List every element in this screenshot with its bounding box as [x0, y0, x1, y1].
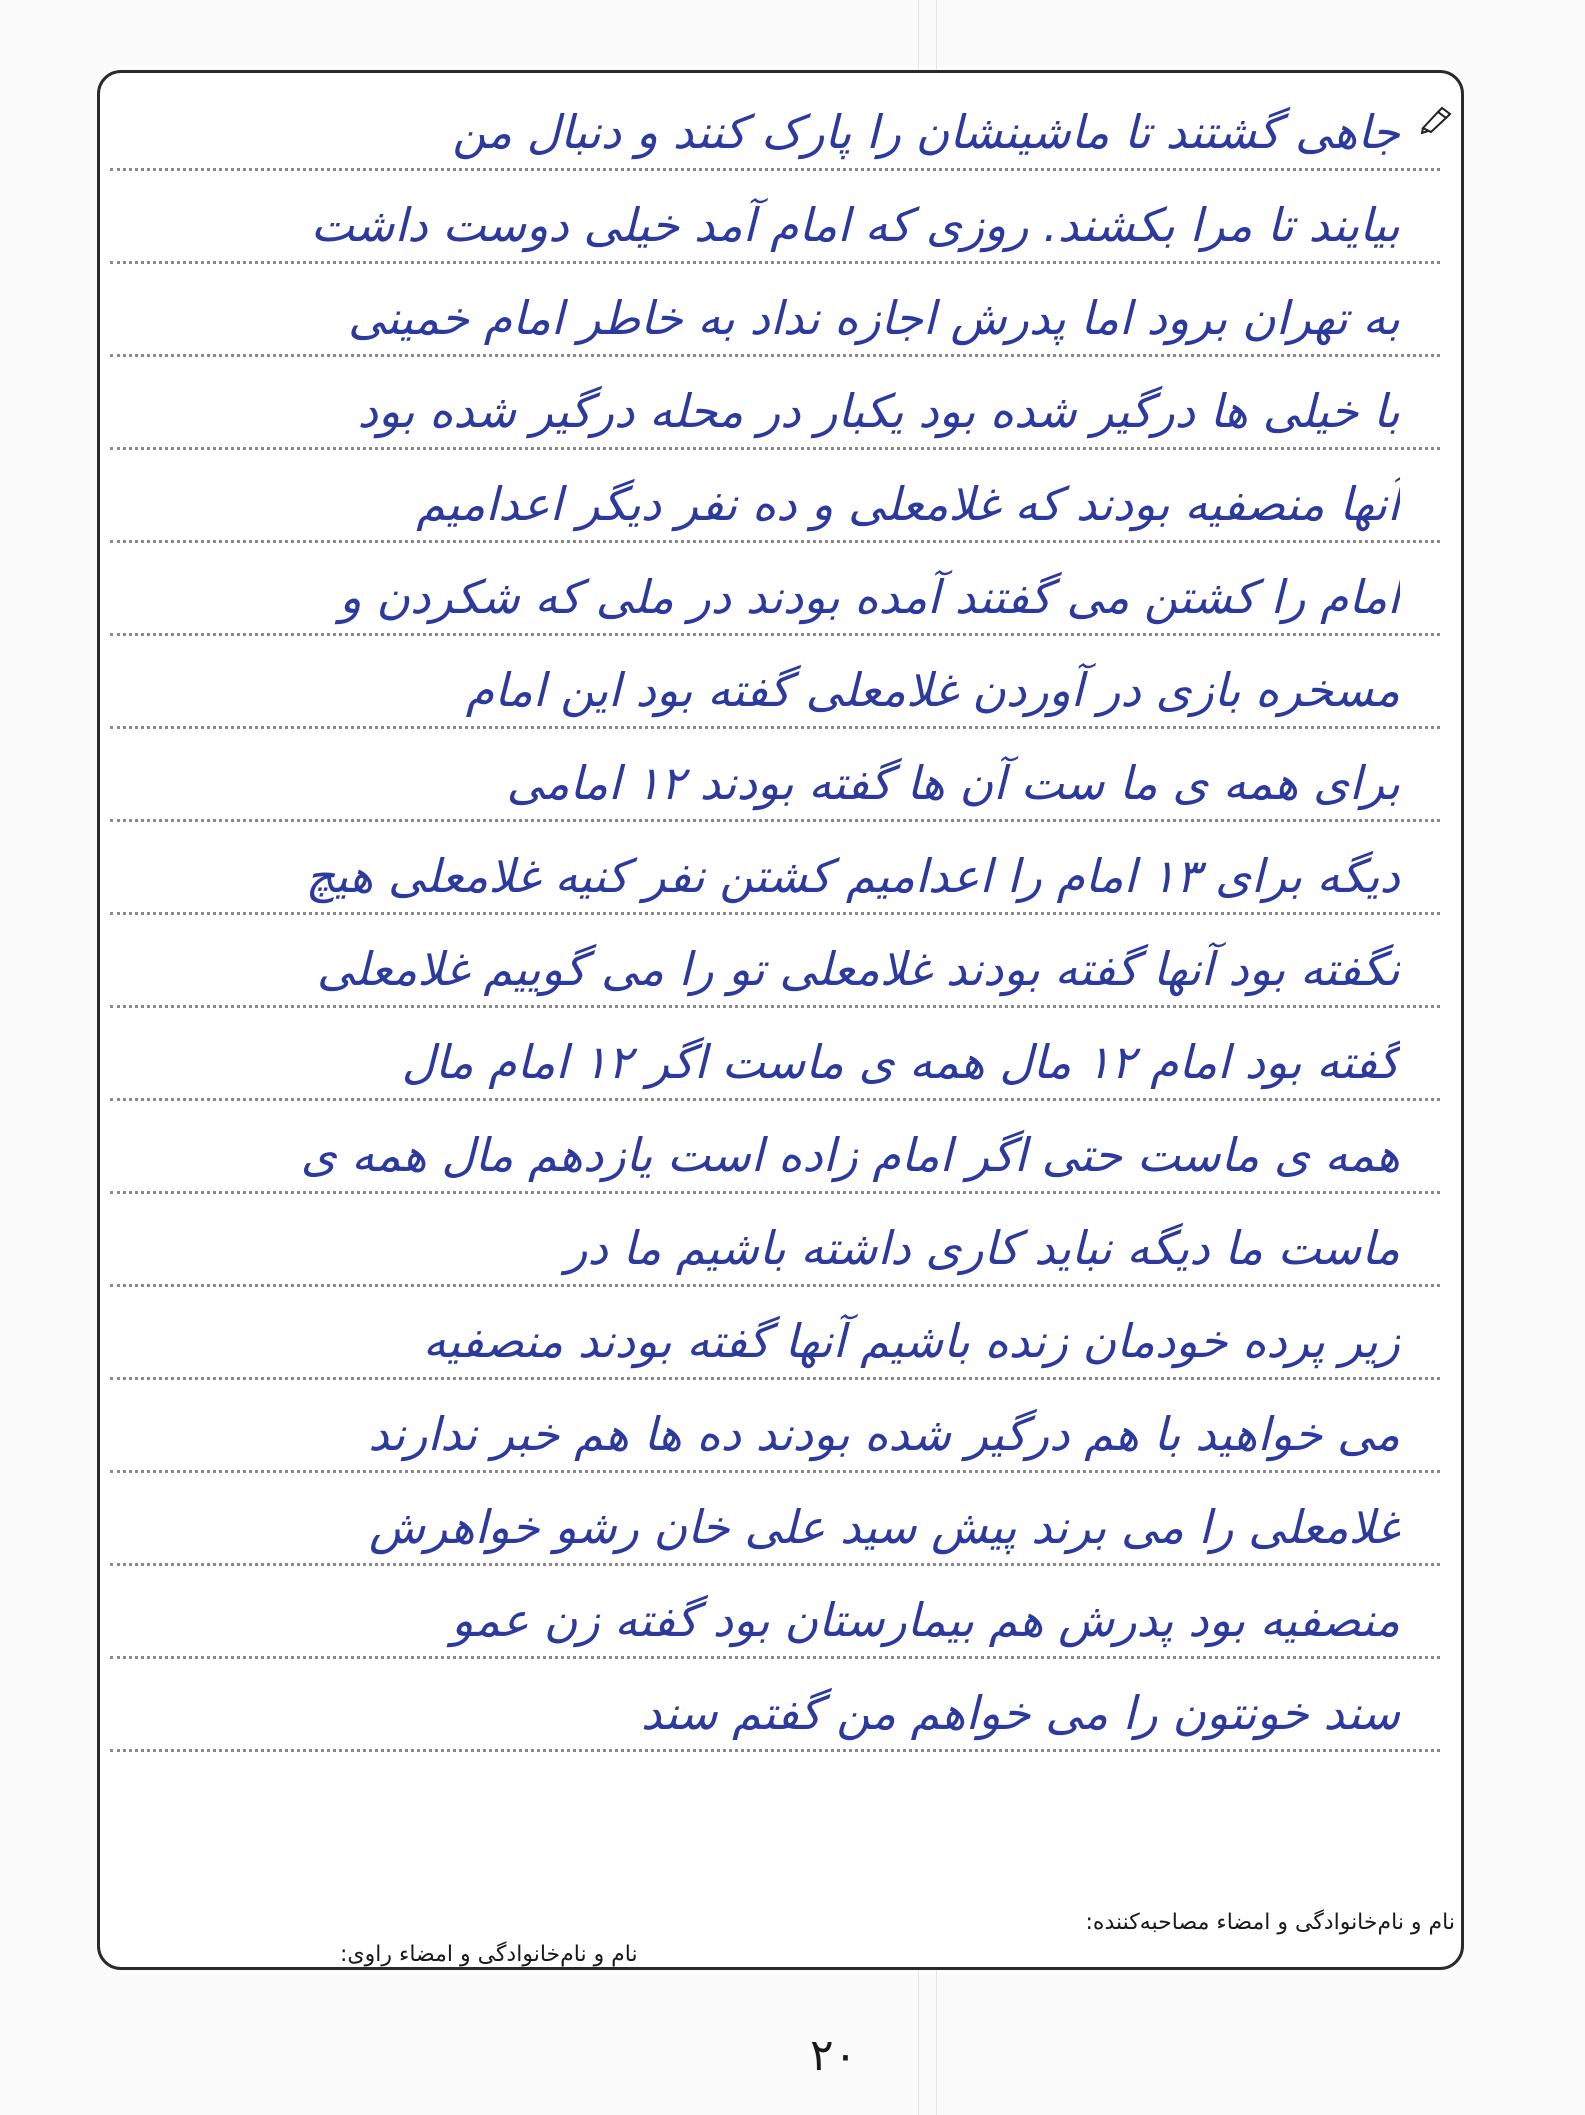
handwritten-line: جاهی گشتند تا ماشینشان را پارک کنند و دنبال من	[452, 105, 1400, 159]
ruled-line	[110, 726, 1440, 729]
handwritten-line: منصفیه بود پدرش هم بیمارستان بود گفته زن عمو	[451, 1593, 1400, 1647]
handwritten-line: می خواهید با هم درگیر شده بودند ده ها هم خبر ندارند	[368, 1407, 1400, 1461]
handwritten-line: بیایند تا مرا بکشند. روزی که امام آمد خیلی دوست داشت	[310, 198, 1400, 252]
ruled-line	[110, 1563, 1440, 1566]
ruled-line	[110, 1656, 1440, 1659]
pen-icon	[1420, 104, 1456, 134]
ruled-line	[110, 540, 1440, 543]
handwritten-line: آنها منصفیه بودند که غلامعلی و ده نفر دیگر اعدامیم	[416, 477, 1400, 531]
handwritten-line: غلامعلی را می برند پیش سید علی خان رشو خواهرش	[368, 1500, 1400, 1554]
ruled-line	[110, 1284, 1440, 1287]
handwritten-line: به تهران برود اما پدرش اجازه نداد به خاطر امام خمینی	[348, 291, 1400, 345]
handwritten-line: گفته بود امام ۱۲ مال همه ی ماست اگر ۱۲ امام مال	[401, 1035, 1400, 1089]
ruled-line	[110, 1005, 1440, 1008]
ruled-line	[110, 1191, 1440, 1194]
handwritten-line: با خیلی ها درگیر شده بود یکبار در محله درگیر شده بود	[357, 384, 1400, 438]
ruled-line	[110, 354, 1440, 357]
ruled-line	[110, 912, 1440, 915]
handwritten-line: نگفته بود آنها گفته بودند غلامعلی تو را می گوییم غلامعلی	[316, 942, 1400, 996]
handwritten-line: سند خونتون را می خواهم من گفتم سند	[640, 1686, 1400, 1740]
ruled-line	[110, 633, 1440, 636]
handwritten-line: مسخره بازی در آوردن غلامعلی گفته بود این امام	[465, 663, 1400, 717]
handwritten-line: دیگه برای ۱۳ امام را اعدامیم کشتن نفر کنیه غلامعلی هیچ	[305, 849, 1400, 903]
ruled-line	[110, 1098, 1440, 1101]
page-number: ۲۰	[810, 2030, 858, 2081]
ruled-line	[110, 168, 1440, 171]
narrator-signature-label: نام و نام‌خانوادگی و امضاء راوی:	[340, 1942, 638, 1967]
interviewer-signature-label: نام و نام‌خانوادگی و امضاء مصاحبه‌کننده:	[1085, 1910, 1455, 1935]
ruled-line	[110, 1749, 1440, 1752]
ruled-line	[110, 1470, 1440, 1473]
handwritten-line: ماست ما دیگه نباید کاری داشته باشیم ما در	[565, 1221, 1400, 1275]
handwritten-line: برای همه ی ما ست آن ها گفته بودند ۱۲ امامی	[506, 756, 1400, 810]
ruled-line	[110, 819, 1440, 822]
handwritten-line: امام را کشتن می گفتند آمده بودند در ملی که شکردن و	[339, 570, 1400, 624]
handwritten-line: زیر پرده خودمان زنده باشیم آنها گفته بودند منصفیه	[422, 1314, 1400, 1368]
ruled-line	[110, 1377, 1440, 1380]
ruled-line	[110, 261, 1440, 264]
ruled-line	[110, 447, 1440, 450]
handwritten-line: همه ی ماست حتی اگر امام زاده است یازدهم مال همه ی	[300, 1128, 1400, 1182]
